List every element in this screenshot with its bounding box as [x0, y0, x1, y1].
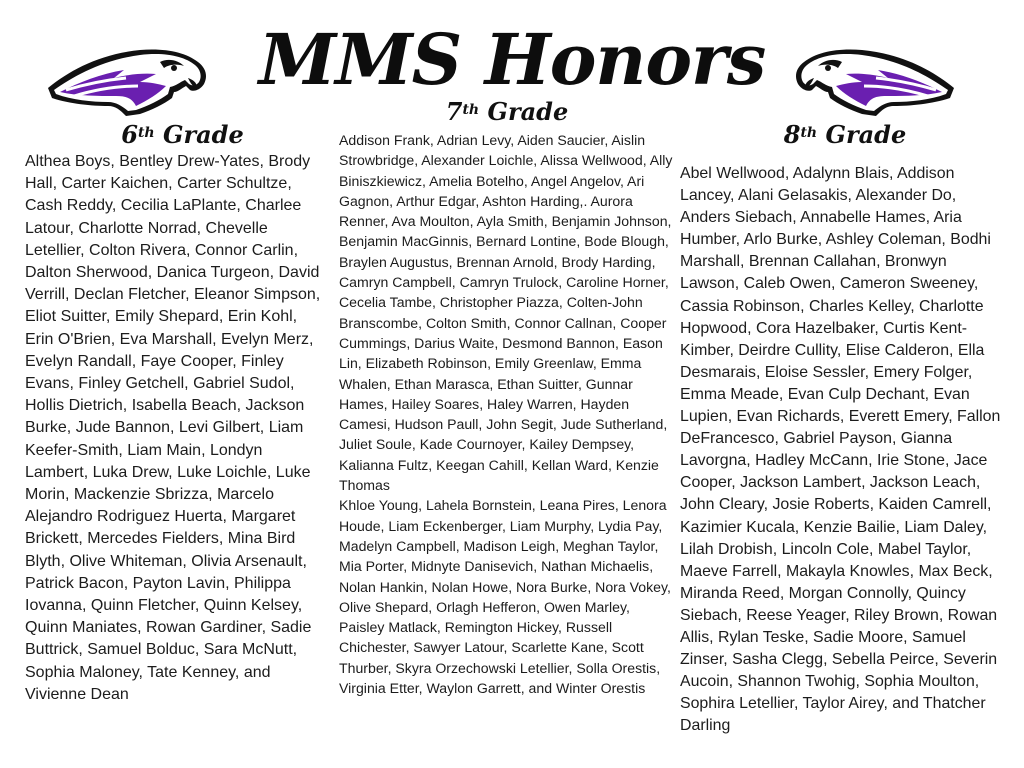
grade-8-honor-list [680, 163, 1010, 737]
hawk-logo-right-icon [792, 40, 962, 120]
grade-6-number: 6 [121, 120, 138, 149]
grade-8-label: Grade [825, 120, 907, 149]
grade-7-honor-list [339, 130, 675, 698]
grade-6-label: Grade [162, 120, 244, 149]
grade-7-names-part-1: Addison Frank, Adrian Levy, Aiden Saucier, Aislin Strowbridge, Alexander Loichle, Alissa Wellwood, Ally Biniszkiewicz, Amelia Botelho, Angel Angelov, Ari Gagnon, Arthur Edgar, Ashton Harding,. Aurora Renner, Ava Moulton, Ayla Smith, Benjamin Johnson, Benjamin MacGinnis, Bernard Lontine, Bode Blough, Braylen Augustus, Brennan Arnold, Brody Harding, Camryn Campbell, Camryn Trulock, Caroline Horner, Cecelia Tambe, Christopher Piazza, Colten-John Branscombe, Colton Smith, Connor Callnan, Cooper Cummings, Darius Waite, Desmond Bannon, Eason Lin, Elizabeth Robinson, Emily Greenlaw, Emma Whalen, Ethan Marasca, Ethan Suitter, Gunnar Hames, Hailey Soares, Haley Warren, Hayden Camesi, Hudson Paull, John Segit, Jude Sutherland, Juliet Soule, Kade Cournoyer, Kailey Dempsey, Kalianna Fultz, Keegan Cahill, Kellan Ward, Kenzie Thomas [339, 132, 673, 494]
grade-8-number: 8 [783, 120, 801, 149]
grade-6-names: Althea Boys, Bentley Drew-Yates, Brody Hall, Carter Kaichen, Carter Schultze, Cash Reddy, Cecilia LaPlante, Charlee Latour, Charlotte Norrad, Chevelle Letellier, Colton Rivera, Connor Carlin, Dalton Sherwood, Danica Turgeon, David Verrill, Declan Fletcher, Eleanor Simpson, Eliot Suitter, Emily Shepard, Erin Kohl, Erin O'Brien, Eva Marshall, Evelyn Merz, Evelyn Randall, Faye Cooper, Finley Evans, Finley Getchell, Gabriel Sudol, Hollis Dietrich, Isabella Beach, Jackson Burke, Jude Bannon, Levi Gilbert, Liam Keefer-Smith, Liam Main, Londyn Lambert, Luka Drew, Luke Loichle, Luke Morin, Mackenzie Sbrizza, Marcelo Alejandro Rodriguez Huerta, Margaret Brickett, Mercedes Fielders, Mina Bird Blyth, Olive Whiteman, Olivia Arsenault, Patrick Bacon, Payton Lavin, Philippa Iovanna, Quinn Fletcher, Quinn Kelsey, Quinn Maniates, Rowan Gardiner, Sadie Buttrick, Samuel Bolduc, Sara McNutt, Sophia Maloney, Tate Kenney, and Vivienne Dean [25, 153, 321, 703]
grade-8-names: Abel Wellwood, Adalynn Blais, Addison Lancey, Alani Gelasakis, Alexander Do, Anders Siebach, Annabelle Hames, Aria Humber, Arlo Burke, Ashley Coleman, Bodhi Marshall, Brennan Callahan, Bronwyn Lawson, Caleb Owen, Cameron Sweeney, Cassia Robinson, Charles Kelley, Charlotte Hopwood, Cora Hazelbaker, Curtis Kent-Kimber, Deirdre Cullity, Elise Calderon, Ella Desmarais, Eloise Sessler, Emery Folger, Emma Meade, Evan Culp Dechant, Evan Lupien, Evan Richards, Everett Emery, Fallon DeFrancesco, Gabriel Payson, Gianna Lavorgna, Hadley McCann, Irie Stone, Jace Cooper, Jackson Lambert, Jackson Leach, John Cleary, Josie Roberts, Kaiden Camrell, Kazimier Kucala, Kenzie Bailie, Liam Daley, Lilah Drobish, Lincoln Cole, Mabel Taylor, Maeve Farrell, Makayla Knowles, Max Beck, Miranda Reed, Morgan Connolly, Quincy Siebach, Reese Yeager, Riley Brown, Rowan Allis, Rylan Teske, Sadie Moore, Samuel Zinser, Sasha Clegg, Sebella Peirce, Severin Aucoin, Shannon Twohig, Sophia Moulton, Sophira Letellier, Taylor Airey, and Thatcher Darling [680, 165, 1001, 735]
grade-6-heading [25, 121, 340, 149]
grade-7-heading [339, 98, 675, 126]
grade-7-names-part-2: Khloe Young, Lahela Bornstein, Leana Pires, Lenora Houde, Liam Eckenberger, Liam Murphy, Lydia Pay, Madelyn Campbell, Madison Leigh, Meghan Taylor, Mia Porter, Midnyte Danisevich, Nathan Michaelis, Nolan Hankin, Nolan Howe, Nora Burke, Nora Vokey, Olive Shepard, Orlagh Hefferon, Owen Marley, Paisley Matlack, Remington Hickey, Russell Chichester, Sawyer Latour, Scarlette Kane, Scott Thurber, Skyra Orzechowski Letellier, Solla Orestis, Virginia Etter, Waylon Garrett, and Winter Orestis [339, 497, 671, 697]
page-title: MMS Honors [258, 18, 766, 101]
grade-6-suffix: th [137, 125, 155, 141]
grade-8-suffix: th [800, 125, 818, 141]
grade-7-label: Grade [487, 97, 569, 126]
hawk-logo-left-icon [40, 40, 210, 120]
grade-7-number: 7 [445, 97, 463, 126]
grade-7-suffix: th [462, 102, 480, 118]
grade-6-honor-list [25, 151, 330, 706]
grade-8-heading [680, 121, 1010, 149]
